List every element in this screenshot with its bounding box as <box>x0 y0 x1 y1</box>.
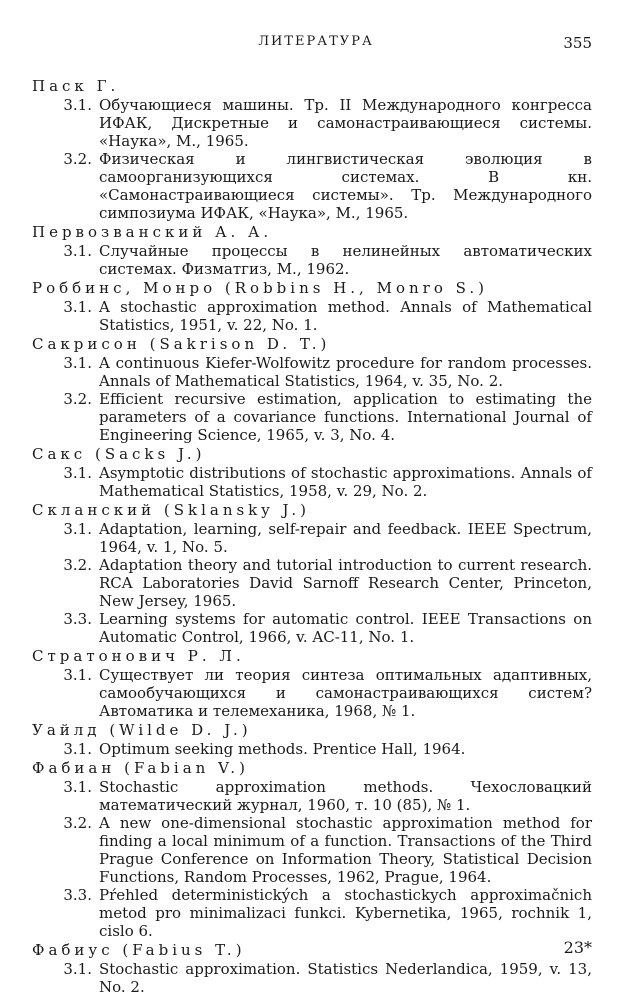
reference-entry <box>32 390 592 444</box>
entry-text: Adaptation theory and tutorial introduction to current research. RCA Laboratories David Sarnoff Research Center, Princeton, New Jersey, 1965. <box>99 556 592 610</box>
entry-text: Adaptation, learning, self-repair and feedback. IEEE Spectrum, 1964, v. 1, No. 5. <box>99 520 592 556</box>
entry-number: 3.3. <box>63 886 92 904</box>
page-number: 355 <box>563 34 592 52</box>
reference-entry <box>32 556 592 610</box>
reference-entry <box>32 96 592 150</box>
entry-text: Pŕehled deterministických a stochastickych approximačnich metod pro minimalizaci funkci. Kybernetika, 1965, rochnik 1, cislo 6. <box>99 886 592 940</box>
reference-list <box>32 76 592 996</box>
author-heading <box>32 500 592 520</box>
entry-number: 3.1. <box>63 666 92 684</box>
entry-number: 3.1. <box>63 242 92 260</box>
reference-entry <box>32 886 592 940</box>
entry-text: Случайные процессы в нелинейных автоматических системах. Физматгиз, М., 1962. <box>99 242 592 278</box>
entry-number: 3.1. <box>63 354 92 372</box>
author-heading <box>32 222 592 242</box>
entry-number: 3.1. <box>63 960 92 978</box>
reference-entry <box>32 778 592 814</box>
entry-number: 3.1. <box>63 298 92 316</box>
entry-number: 3.1. <box>63 464 92 482</box>
entry-text: Существует ли теория синтеза оптимальных адаптивных, самообучающихся и самонастраивающихся систем? Автоматика и телемеханика, 1968, № 1. <box>99 666 592 720</box>
reference-entry <box>32 666 592 720</box>
entry-text: A new one-dimensional stochastic approximation method for finding a local minimum of a function. Transactions of the Third Prague Conference on Information Theory, Statistical Decision Functions, Random Processes, 1962, Prague, 1964. <box>99 814 592 886</box>
author-heading <box>32 940 592 960</box>
entry-number: 3.2. <box>63 814 92 832</box>
author-name: Стратонович Р. Л. <box>32 647 245 665</box>
author-name: Фабиан (Fabian V.) <box>32 759 249 777</box>
entry-number: 3.2. <box>63 556 92 574</box>
entry-number: 3.2. <box>63 390 92 408</box>
reference-entry <box>32 814 592 886</box>
author-name: Скланский (Sklansky J.) <box>32 501 310 519</box>
author-heading <box>32 76 592 96</box>
author-heading <box>32 758 592 778</box>
author-name: Фабиус (Fabius T.) <box>32 941 246 959</box>
running-title: ЛИТЕРАТУРА <box>258 34 374 49</box>
entry-text: Learning systems for automatic control. IEEE Transactions on Automatic Control, 1966, v. AC-11, No. 1. <box>99 610 592 646</box>
entry-text: A stochastic approximation method. Annals of Mathematical Statistics, 1951, v. 22, No. 1. <box>99 298 592 334</box>
reference-entry <box>32 242 592 278</box>
entry-number: 3.2. <box>63 150 92 168</box>
reference-entry <box>32 740 592 758</box>
reference-entry <box>32 150 592 222</box>
entry-number: 3.1. <box>63 96 92 114</box>
entry-text: Stochastic approximation methods. Чехословацкий математический журнал, 1960, т. 10 (85), № 1. <box>99 778 592 814</box>
reference-entry <box>32 354 592 390</box>
entry-number: 3.1. <box>63 778 92 796</box>
author-name: Роббинс, Монро (Robbins H., Monro S.) <box>32 279 488 297</box>
entry-text: Stochastic approximation. Statistics Nederlandica, 1959, v. 13, No. 2. <box>99 960 592 996</box>
reference-entry <box>32 610 592 646</box>
reference-entry <box>32 520 592 556</box>
entry-text: A continuous Kiefer-Wolfowitz procedure for random processes. Annals of Mathematical Statistics, 1964, v. 35, No. 2. <box>99 354 592 390</box>
reference-entry <box>32 464 592 500</box>
entry-number: 3.3. <box>63 610 92 628</box>
signature-mark: 23* <box>563 938 592 957</box>
entry-text: Efficient recursive estimation, application to estimating the parameters of a covariance functions. International Journal of Engineering Science, 1965, v. 3, No. 4. <box>99 390 592 444</box>
author-name: Уайлд (Wilde D. J.) <box>32 721 252 739</box>
author-heading <box>32 444 592 464</box>
author-heading <box>32 278 592 298</box>
reference-entry <box>32 298 592 334</box>
entry-text: Asymptotic distributions of stochastic approximations. Annals of Mathematical Statistics, 1958, v. 29, No. 2. <box>99 464 592 500</box>
author-name: Сакрисон (Sakrison D. T.) <box>32 335 331 353</box>
entry-text: Обучающиеся машины. Тр. II Международного конгресса ИФАК, Дискретные и самонастраивающиеся системы. «Наука», М., 1965. <box>99 96 592 150</box>
author-name: Паск Г. <box>32 77 120 95</box>
author-heading <box>32 720 592 740</box>
author-name: Первозванский А. А. <box>32 223 273 241</box>
entry-number: 3.1. <box>63 740 92 758</box>
author-name: Сакс (Sacks J.) <box>32 445 206 463</box>
entry-text: Optimum seeking methods. Prentice Hall, 1964. <box>99 740 466 758</box>
running-header <box>0 34 632 54</box>
entry-number: 3.1. <box>63 520 92 538</box>
author-heading <box>32 334 592 354</box>
reference-entry <box>32 960 592 996</box>
entry-text: Физическая и лингвистическая эволюция в самоорганизующихся системах. В кн. «Самонастраивающиеся системы». Тр. Международного симпозиума ИФАК, «Наука», М., 1965. <box>99 150 592 222</box>
author-heading <box>32 646 592 666</box>
